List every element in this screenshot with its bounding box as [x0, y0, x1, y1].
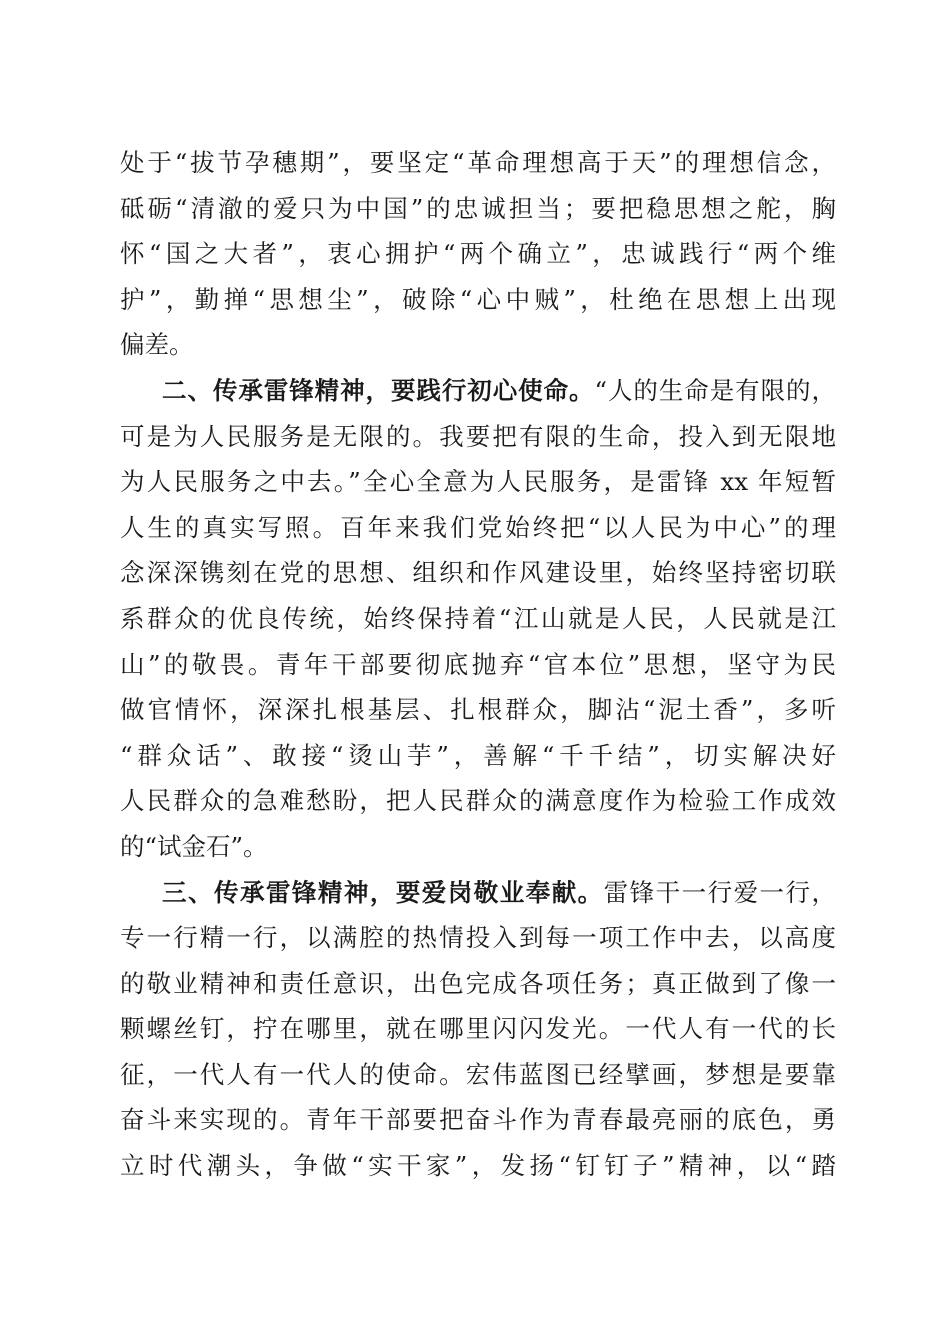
text-line: 的敬业精神和责任意识，出色完成各项任务；真正做到了像一 — [120, 968, 836, 998]
text-line: 处于“拔节孕穗期”，要坚定“革命理想高于天”的理想信念， — [120, 148, 836, 177]
text-line: 为人民服务之中去。”全心全意为人民服务，是雷锋 xx 年短暂 — [120, 467, 836, 497]
paragraph-1 — [120, 140, 836, 368]
text-run: “人的生命是有限的， — [594, 375, 836, 405]
text-line: 念深深镌刻在党的思想、组织和作风建设里，始终坚持密切联 — [120, 558, 836, 588]
text-line: 人生的真实写照。百年来我们党始终把“以人民为中心”的理 — [120, 512, 836, 542]
paragraph-2 — [120, 368, 836, 870]
text-run: 雷锋干一行爱一行， — [603, 877, 836, 907]
section-heading: 三、传承雷锋精神，要爱岗敬业奉献。 — [162, 877, 604, 907]
text-line: 做官情怀，深深扎根基层、扎根群众，脚沾“泥土香”，多听 — [120, 695, 836, 725]
text-line: 砥砺“清澈的爱只为中国”的忠诚担当；要把稳思想之舵，胸 — [120, 193, 836, 223]
text-line: 的“试金石”。 — [120, 831, 268, 861]
text-line: 护”，勤掸“思想尘”，破除“心中贼”，杜绝在思想上出现 — [120, 284, 836, 314]
section-heading: 二、传承雷锋精神，要践行初心使命。 — [162, 375, 595, 405]
paragraph-first-line — [120, 368, 836, 414]
text-line: 征，一代人有一代人的使命。宏伟蓝图已经擘画，梦想是要靠 — [120, 1059, 836, 1089]
text-line: 人民群众的急难愁盼，把人民群众的满意度作为检验工作成效 — [120, 786, 836, 816]
text-line: 山”的敬畏。青年干部要彻底抛弃“官本位”思想，坚守为民 — [120, 649, 836, 679]
text-line: 系群众的优良传统，始终保持着“江山就是人民，人民就是江 — [120, 603, 836, 633]
text-line: 奋斗来实现的。青年干部要把奋斗作为青春最亮丽的底色，勇 — [120, 1105, 836, 1135]
text-line: 偏差。 — [120, 330, 194, 360]
text-line: 专一行精一行，以满腔的热情投入到每一项工作中去，以高度 — [120, 923, 836, 953]
text-line: 怀“国之大者”，衷心拥护“两个确立”，忠诚践行“两个维 — [120, 239, 836, 269]
text-line: 可是为人民服务是无限的。我要把有限的生命，投入到无限地 — [120, 421, 836, 451]
paragraph-first-line — [120, 870, 836, 916]
paragraph-3 — [120, 870, 836, 1189]
text-line: 立时代潮头，争做“实干家”，发扬“钉钉子”精神，以“踏 — [120, 1151, 836, 1181]
text-line: “群众话”、敢接“烫山芋”，善解“千千结”，切实解决好 — [120, 740, 836, 770]
document-body — [120, 140, 836, 1189]
text-line: 颗螺丝钉，拧在哪里，就在哪里闪闪发光。一代人有一代的长 — [120, 1014, 836, 1044]
